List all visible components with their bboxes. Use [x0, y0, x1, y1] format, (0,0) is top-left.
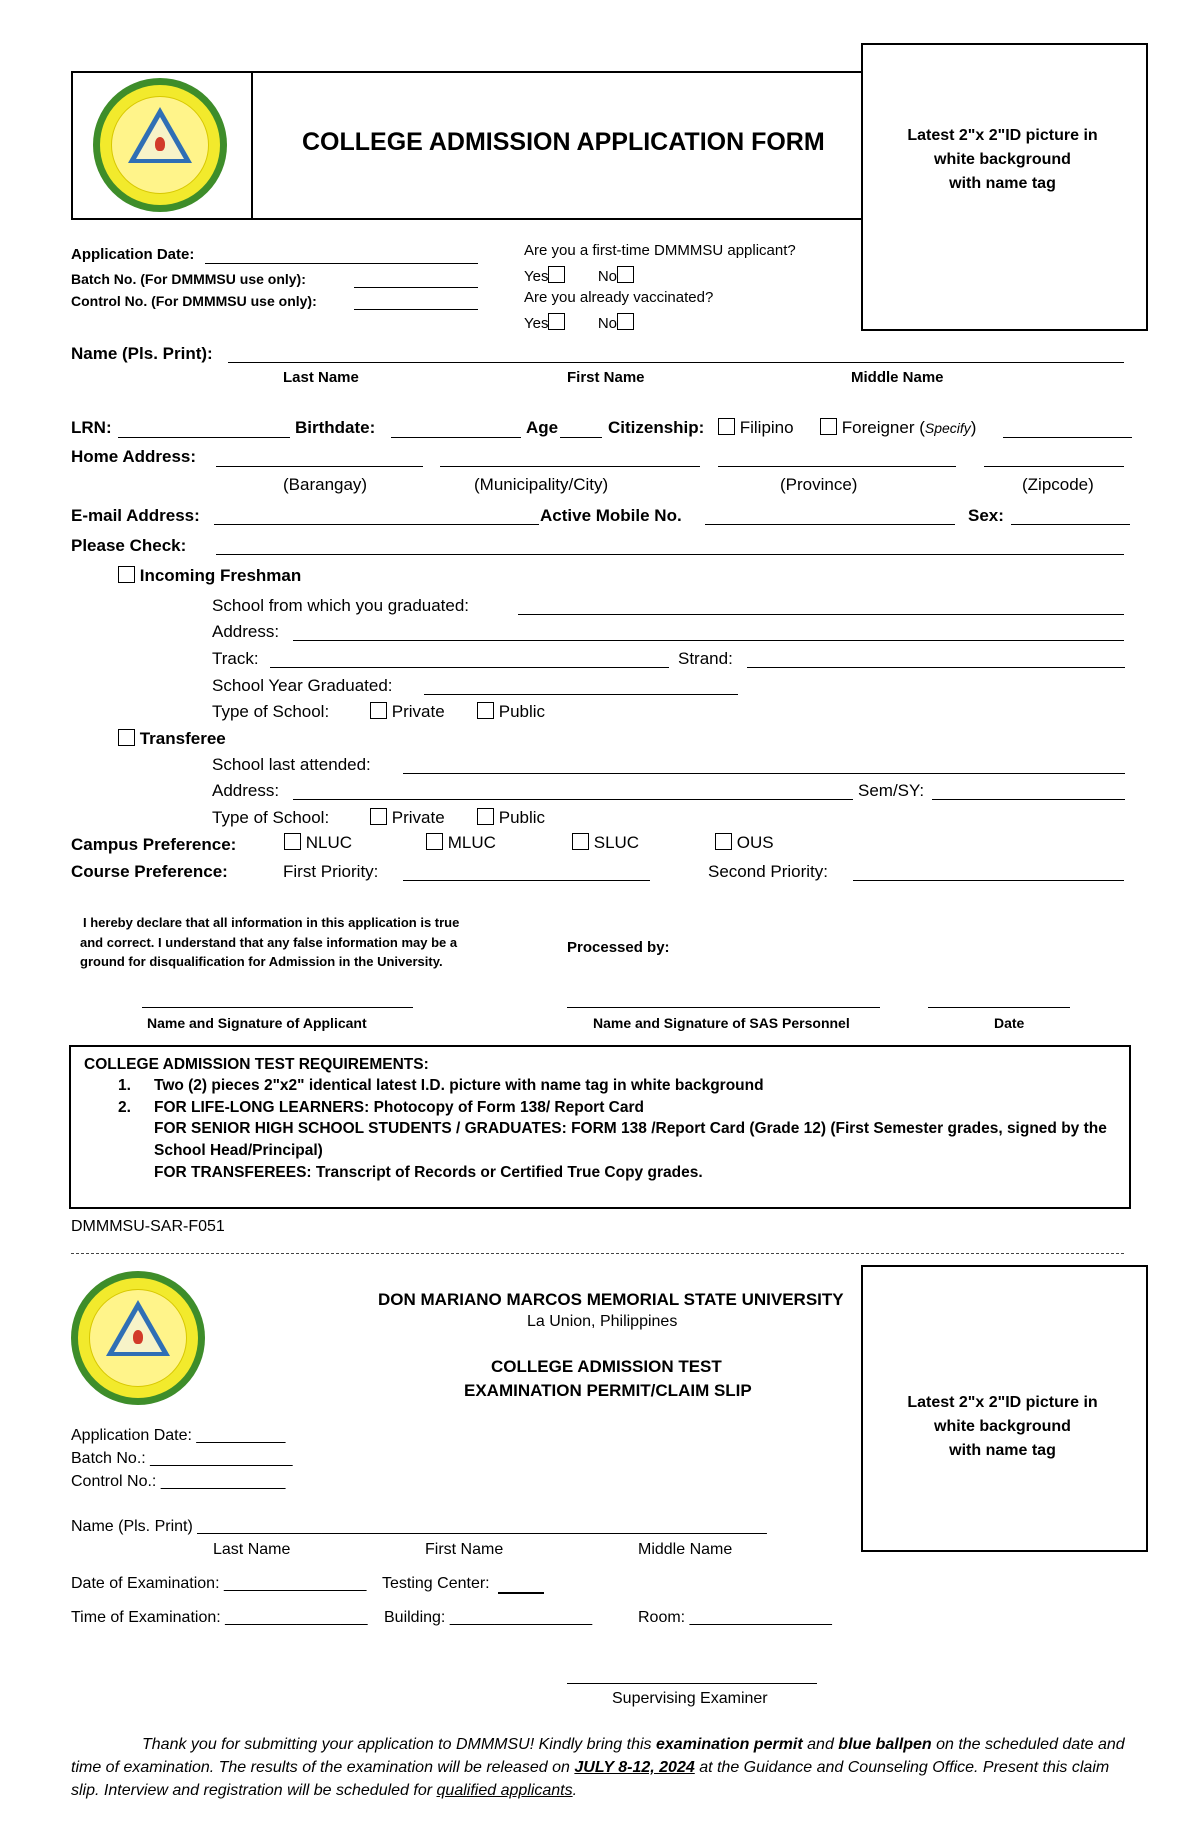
foreigner-option — [820, 418, 976, 438]
declaration-line1: I hereby declare that all information in this application is true — [83, 915, 460, 930]
first-priority-label: First Priority: — [283, 862, 379, 881]
home-address-label: Home Address: — [71, 447, 197, 466]
transferee-label: Transferee — [139, 729, 226, 748]
slip-title-line1: COLLEGE ADMISSION TEST — [491, 1357, 722, 1376]
slip-photo-note-line1: Latest 2"x 2"ID picture in — [907, 1394, 1098, 1411]
track-label: Track: — [212, 649, 259, 668]
requirement-2b: FOR SENIOR HIGH SCHOOL STUDENTS / GRADUATES: FORM 138 /Report Card (Grade 12) (First Semester grades, signed by the — [154, 1120, 1107, 1137]
declaration-line3: ground for disqualification for Admission in the University. — [80, 954, 443, 969]
thanks-text-i: slip. Interview and registration will be scheduled for — [71, 1782, 437, 1799]
sy-graduated-label: School Year Graduated: — [212, 676, 393, 695]
university-seal-icon — [93, 78, 227, 212]
foreigner-label: Foreigner ( — [841, 418, 925, 437]
foreigner-specify-field[interactable] — [1003, 437, 1132, 438]
slip-building[interactable]: Building: ________________ — [384, 1609, 593, 1626]
lrn-field[interactable] — [118, 437, 290, 438]
transferee-private-checkbox[interactable] — [370, 808, 387, 825]
vaccinated-yes — [524, 313, 634, 332]
freshman-public-label: Public — [498, 702, 546, 721]
form-title: COLLEGE ADMISSION APPLICATION FORM — [302, 128, 825, 156]
thanks-text-and: and — [802, 1736, 839, 1753]
batch-no-label: Batch No. (For DMMMSU use only): — [71, 271, 306, 287]
requirement-2-number: 2. — [118, 1099, 131, 1116]
citizenship-label: Citizenship: — [608, 418, 705, 437]
filipino-checkbox[interactable] — [718, 418, 735, 435]
nluc-checkbox[interactable] — [284, 833, 301, 850]
form-code: DMMMSU-SAR-F051 — [71, 1218, 225, 1235]
email-label: E-mail Address: — [71, 506, 200, 525]
mluc-label: MLUC — [447, 833, 496, 852]
cut-line — [71, 1253, 1124, 1254]
ous-label: OUS — [736, 833, 774, 852]
sem-sy-field[interactable] — [932, 799, 1125, 800]
slip-university-name: DON MARIANO MARCOS MEMORIAL STATE UNIVERSITY — [378, 1290, 844, 1309]
sluc-option — [572, 833, 639, 853]
specify-label: Specify — [924, 420, 971, 436]
zipcode-caption: (Zipcode) — [1022, 475, 1094, 494]
processed-by-label: Processed by: — [567, 939, 670, 956]
sex-label: Sex: — [968, 506, 1004, 525]
applicant-signature-field[interactable] — [142, 1007, 413, 1008]
freshman-address-field[interactable] — [293, 640, 1124, 641]
freshman-type-school-label: Type of School: — [212, 702, 330, 721]
slip-thanks-line2 — [71, 1759, 1109, 1777]
requirement-1: Two (2) pieces 2"x2" identical latest I.D. picture with name tag in white background — [154, 1077, 764, 1094]
school-last-field[interactable] — [403, 773, 1125, 774]
slip-middle-name-caption: Middle Name — [638, 1541, 733, 1558]
thanks-text-f: time of examination. The results of the examination will be released on — [71, 1759, 575, 1776]
incoming-freshman-option — [118, 566, 301, 586]
municipality-caption: (Municipality/City) — [474, 475, 609, 494]
slip-thanks-line3 — [71, 1782, 577, 1800]
photo-note-line1: Latest 2"x 2"ID picture in — [907, 127, 1098, 144]
slip-room[interactable]: Room: ________________ — [638, 1609, 832, 1626]
school-graduated-label: School from which you graduated: — [212, 596, 470, 615]
slip-title-line2: EXAMINATION PERMIT/CLAIM SLIP — [464, 1381, 752, 1400]
sluc-label: SLUC — [593, 833, 640, 852]
first-time-yes-checkbox[interactable] — [548, 266, 565, 283]
vaccinated-yes-checkbox[interactable] — [548, 313, 565, 330]
please-check-label: Please Check: — [71, 536, 187, 555]
freshman-public-option — [477, 702, 545, 722]
first-time-yes-label: Yes — [524, 268, 549, 285]
province-caption: (Province) — [780, 475, 858, 494]
slip-thanks-line1 — [142, 1736, 1125, 1754]
requirements-title: COLLEGE ADMISSION TEST REQUIREMENTS: — [84, 1056, 429, 1073]
slip-batch-no[interactable]: Batch No.: ________________ — [71, 1450, 293, 1467]
school-last-label: School last attended: — [212, 755, 371, 774]
freshman-address-label: Address: — [212, 622, 280, 641]
mluc-option — [426, 833, 496, 853]
transferee-address-field[interactable] — [293, 799, 853, 800]
slip-control-no[interactable]: Control No.: ______________ — [71, 1473, 286, 1490]
batch-no-field[interactable] — [354, 287, 478, 288]
mobile-field[interactable] — [705, 524, 955, 525]
incoming-freshman-label: Incoming Freshman — [139, 566, 302, 585]
campus-pref-label: Campus Preference: — [71, 835, 237, 854]
course-pref-label: Course Preference: — [71, 862, 228, 881]
transferee-private-option — [370, 808, 445, 828]
thanks-text-permit: examination permit — [656, 1736, 803, 1753]
please-check-line — [216, 554, 1124, 555]
freshman-public-checkbox[interactable] — [477, 702, 494, 719]
transferee-type-school-label: Type of School: — [212, 808, 330, 827]
name-field[interactable] — [228, 362, 1124, 363]
vaccinated-no-checkbox[interactable] — [617, 313, 634, 330]
middle-name-caption: Middle Name — [851, 369, 944, 386]
sluc-checkbox[interactable] — [572, 833, 589, 850]
sem-sy-label: Sem/SY: — [858, 781, 925, 800]
requirement-2d: FOR TRANSFEREES: Transcript of Records or Certified True Copy grades. — [154, 1164, 703, 1181]
email-field[interactable] — [214, 524, 539, 525]
vaccinated-no-label: No — [597, 315, 618, 332]
slip-photo-note-line2: white background — [934, 1418, 1071, 1435]
photo-note-line2: white background — [934, 151, 1071, 168]
first-time-no-label: No — [597, 268, 618, 285]
slip-application-date[interactable]: Application Date: __________ — [71, 1427, 286, 1444]
track-field[interactable] — [270, 667, 669, 668]
transferee-public-label: Public — [498, 808, 546, 827]
transferee-option — [118, 729, 226, 749]
slip-name-field[interactable]: Name (Pls. Print) ________________________________________________________________ — [71, 1518, 767, 1535]
application-date-field[interactable] — [205, 263, 478, 264]
mluc-checkbox[interactable] — [426, 833, 443, 850]
lrn-label: LRN: — [71, 418, 112, 437]
second-priority-label: Second Priority: — [708, 862, 828, 881]
first-time-question: Are you a first-time DMMMSU applicant? — [524, 242, 796, 259]
strand-label: Strand: — [678, 649, 733, 668]
slip-last-name-caption: Last Name — [213, 1541, 291, 1558]
slip-photo-note-line3: with name tag — [949, 1442, 1056, 1459]
birthdate-label: Birthdate: — [295, 418, 376, 437]
slip-exam-date[interactable]: Date of Examination: ________________ — [71, 1575, 367, 1592]
declaration-line2: and correct. I understand that any false information may be a — [80, 935, 458, 950]
thanks-text-qualified: qualified applicants — [436, 1782, 573, 1799]
vaccinated-question: Are you already vaccinated? — [524, 289, 714, 306]
nluc-option — [284, 833, 352, 853]
barangay-caption: (Barangay) — [283, 475, 368, 494]
thanks-text-ballpen: blue ballpen — [838, 1736, 932, 1753]
requirement-2a: FOR LIFE-LONG LEARNERS: Photocopy of Form 138/ Report Card — [154, 1099, 644, 1116]
school-graduated-field[interactable] — [518, 614, 1124, 615]
slip-supervising-signature-field[interactable] — [567, 1683, 817, 1684]
ous-checkbox[interactable] — [715, 833, 732, 850]
sas-signature-field[interactable] — [567, 1007, 880, 1008]
date-caption: Date — [994, 1015, 1025, 1031]
applicant-signature-caption: Name and Signature of Applicant — [147, 1015, 367, 1031]
freshman-private-checkbox[interactable] — [370, 702, 387, 719]
zipcode-field[interactable] — [984, 466, 1124, 467]
nluc-label: NLUC — [305, 833, 353, 852]
vaccinated-yes-label: Yes — [524, 315, 549, 332]
name-label: Name (Pls. Print): — [71, 344, 213, 363]
age-label: Age — [526, 418, 559, 437]
slip-exam-time[interactable]: Time of Examination: ________________ — [71, 1609, 368, 1626]
slip-location: La Union, Philippines — [527, 1313, 678, 1330]
thanks-text-k: . — [572, 1782, 578, 1799]
strand-field[interactable] — [747, 667, 1125, 668]
control-no-field[interactable] — [354, 309, 478, 310]
incoming-freshman-checkbox[interactable] — [118, 566, 135, 583]
last-name-caption: Last Name — [283, 369, 359, 386]
first-time-yes — [524, 266, 634, 285]
first-name-caption: First Name — [567, 369, 645, 386]
first-priority-field[interactable] — [403, 880, 650, 881]
slip-first-name-caption: First Name — [425, 1541, 504, 1558]
sy-graduated-field[interactable] — [424, 694, 738, 695]
slip-university-seal-icon — [71, 1271, 205, 1405]
filipino-label: Filipino — [739, 418, 794, 437]
foreigner-close: ) — [970, 418, 977, 437]
freshman-private-label: Private — [391, 702, 445, 721]
requirement-2c: School Head/Principal) — [154, 1142, 323, 1159]
control-no-label: Control No. (For DMMMSU use only): — [71, 293, 317, 309]
first-time-no-checkbox[interactable] — [617, 266, 634, 283]
freshman-private-option — [370, 702, 445, 722]
transferee-private-label: Private — [391, 808, 445, 827]
slip-testing-center-label: Testing Center: — [382, 1575, 490, 1592]
foreigner-checkbox[interactable] — [820, 418, 837, 435]
filipino-option — [718, 418, 794, 438]
thanks-text-a: Thank you for submitting your application to DMMMSU! Kindly bring this — [142, 1736, 656, 1753]
second-priority-field[interactable] — [853, 880, 1124, 881]
photo-note-line3: with name tag — [949, 175, 1056, 192]
transferee-address-label: Address: — [212, 781, 280, 800]
age-field[interactable] — [560, 437, 602, 438]
municipality-field[interactable] — [440, 466, 700, 467]
slip-testing-center-field[interactable] — [498, 1592, 544, 1594]
transferee-checkbox[interactable] — [118, 729, 135, 746]
thanks-text-e: on the scheduled date and — [931, 1736, 1125, 1753]
transferee-public-checkbox[interactable] — [477, 808, 494, 825]
thanks-text-h: at the Guidance and Counseling Office. Present this claim — [694, 1759, 1110, 1776]
birthdate-field[interactable] — [391, 437, 521, 438]
mobile-label: Active Mobile No. — [540, 506, 682, 525]
transferee-public-option — [477, 808, 545, 828]
date-signature-field[interactable] — [928, 1007, 1070, 1008]
sex-field[interactable] — [1011, 524, 1130, 525]
province-field[interactable] — [718, 466, 956, 467]
requirement-1-number: 1. — [118, 1077, 131, 1094]
thanks-text-release-date: JULY 8-12, 2024 — [574, 1759, 695, 1776]
slip-supervising-caption: Supervising Examiner — [612, 1690, 768, 1707]
sas-signature-caption: Name and Signature of SAS Personnel — [593, 1015, 850, 1031]
application-date-label: Application Date: — [71, 246, 195, 263]
barangay-field[interactable] — [216, 466, 423, 467]
ous-option — [715, 833, 774, 853]
